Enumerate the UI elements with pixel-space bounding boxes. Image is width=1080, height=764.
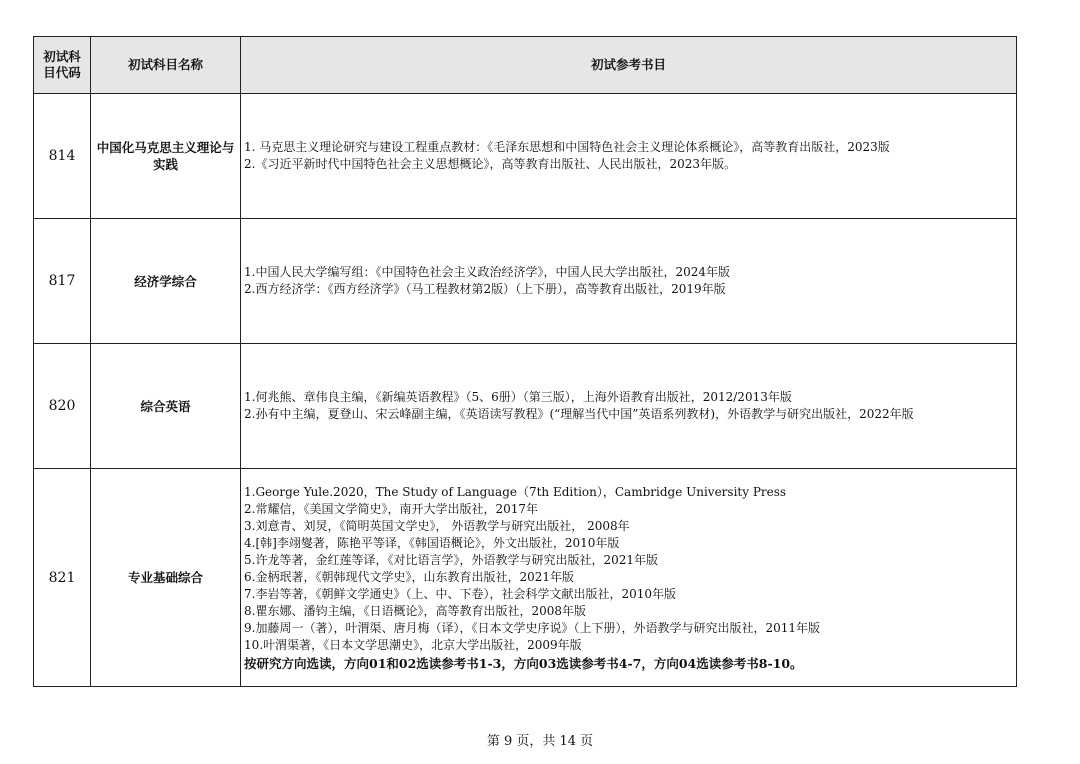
header-books: 初试参考书目 — [241, 37, 1017, 94]
subject-table-container — [33, 36, 1016, 686]
table-header-row — [34, 37, 1017, 94]
subject-table — [33, 36, 1017, 687]
book-item: 1. 马克思主义理论研究与建设工程重点教材：《毛泽东思想和中国特色社会主义理论体系概论》，高等教育出版社，2023版 — [244, 140, 890, 154]
book-item: 3.刘意青、刘炅，《简明英国文学史》， 外语教学与研究出版社， 2008年 — [244, 518, 630, 533]
subject-code: 817 — [34, 219, 91, 344]
book-item: 2.常耀信，《美国文学简史》，南开大学出版社，2017年 — [244, 501, 538, 516]
subject-name: 中国化马克思主义理论与实践 — [91, 94, 241, 219]
table-row — [34, 469, 1017, 687]
subject-name: 经济学综合 — [91, 219, 241, 344]
selection-note: 按研究方向选读，方向01和02选读参考书1-3，方向03选读参考书4-7，方向04选读参考书8-10。 — [244, 655, 803, 671]
subject-code: 820 — [34, 344, 91, 469]
subject-name: 专业基础综合 — [91, 469, 241, 687]
book-item: 2.孙有中主编，夏登山、宋云峰副主编，《英语读写教程》(“理解当代中国”英语系列教材)，外语教学与研究出版社，2022年版 — [244, 407, 914, 421]
book-list — [241, 344, 1017, 469]
book-item: 8.瞿东娜、潘钧主编，《日语概论》，高等教育出版社，2008年版 — [244, 603, 586, 618]
header-name: 初试科目名称 — [91, 37, 241, 94]
table-row — [34, 219, 1017, 344]
book-list — [241, 469, 1017, 687]
subject-code: 821 — [34, 469, 91, 687]
book-item: 9.加藤周一（著），叶渭渠、唐月梅（译），《日本文学史序说》（上下册），外语教学与研究出版社，2011年版 — [244, 620, 820, 635]
book-item: 2.西方经济学：《西方经济学》（马工程教材第2版）（上下册），高等教育出版社，2019年版 — [244, 282, 726, 296]
table-row — [34, 94, 1017, 219]
page-number: 第 9 页，共 14 页 — [486, 734, 594, 749]
subject-code: 814 — [34, 94, 91, 219]
book-list — [241, 94, 1017, 219]
book-item: 1.何兆熊、章伟良主编，《新编英语教程》（5、6册）（第三版），上海外语教育出版社，2012/2013年版 — [244, 390, 792, 404]
book-item: 1.George Yule.2020，The Study of Language（7th Edition），Cambridge University Press — [244, 484, 787, 499]
header-code-text: 初试科目代码 — [43, 49, 81, 80]
table-row — [34, 344, 1017, 469]
book-item: 4.[韩]李翊燮著，陈艳平等译，《韩国语概论》，外文出版社，2010年版 — [244, 535, 620, 550]
book-item: 6.金柄珉著，《朝韩现代文学史》，山东教育出版社，2021年版 — [244, 569, 574, 584]
book-item: 5.许龙等著，金红莲等译，《对比语言学》，外语教学与研究出版社，2021年版 — [244, 552, 658, 567]
header-code — [34, 37, 91, 94]
subject-name: 综合英语 — [91, 344, 241, 469]
book-item: 10.叶渭渠著，《日本文学思潮史》，北京大学出版社，2009年版 — [244, 637, 582, 652]
book-list — [241, 219, 1017, 344]
book-item: 7.李岩等著，《朝鲜文学通史》（上、中、下卷），社会科学文献出版社，2010年版 — [244, 586, 676, 601]
book-item: 1.中国人民大学编写组：《中国特色社会主义政治经济学》，中国人民大学出版社，2024年版 — [244, 265, 730, 279]
book-item: 2.《习近平新时代中国特色社会主义思想概论》，高等教育出版社、人民出版社，2023年版。 — [244, 157, 736, 171]
